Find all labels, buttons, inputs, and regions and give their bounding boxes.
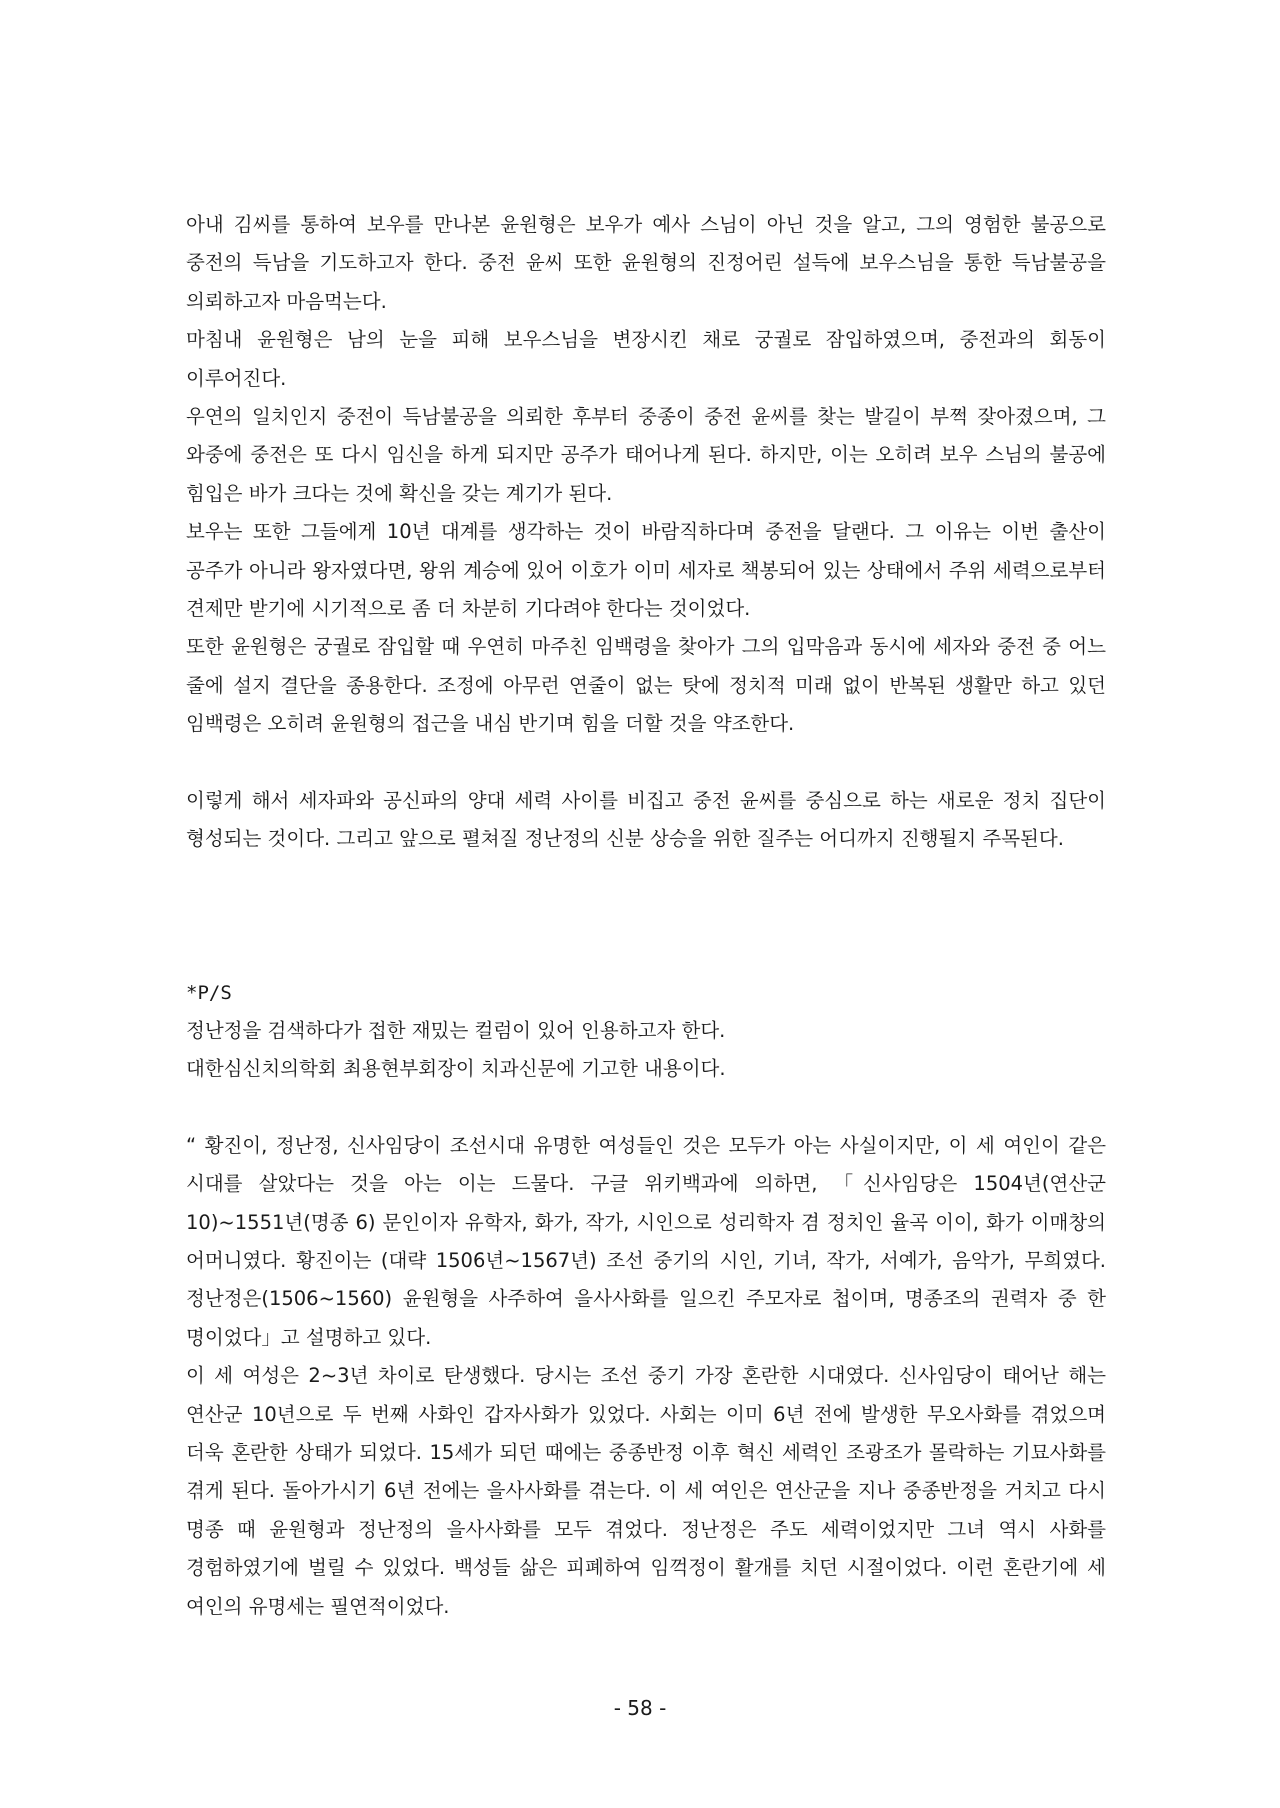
paragraph-spacer xyxy=(186,1089,1106,1127)
paragraph-spacer xyxy=(186,744,1106,782)
body-paragraph-3: 우연의 일치인지 중전이 득남불공을 의뢰한 후부터 중종이 중전 윤씨를 찾는 발길이 부쩍 잦아졌으며, 그 와중에 중전은 또 다시 임신을 하게 되지만 공주가 태어나게 된다. 하지만, 이는 오히려 보우 스님의 불공에 힘입은 바가 크다는 것에 확신을 갖는 계기가 된다. xyxy=(186,405,1106,505)
quote-paragraph-2: 이 세 여성은 2~3년 차이로 탄생했다. 당시는 조선 중기 가장 혼란한 시대였다. 신사임당이 태어난 해는 연산군 10년으로 두 번째 사화인 갑자사화가 있었다. 사회는 이미 6년 전에 발생한 무오사화를 겪었으며 더욱 혼란한 상태가 되었다. 15세가 되던 때에는 중종반정 이후 혁신 세력인 조광조가 몰락하는 기묘사화를 겪게 된다. 돌아가시기 6년 전에는 을사사화를 겪는다. 이 세 여인은 연산군을 지나 중종반정을 거치고 다시 명종 때 윤원형과 정난정의 을사사화를 모두 겪었다. 정난정은 주도 세력이었지만 그녀 역시 사화를 경험하였기에 벌릴 수 있었다. 백성들 삶은 피폐하여 임꺽정이 활개를 치던 시절이었다. 이런 혼란기에 세 여인의 유명세는 필연적이었다. xyxy=(186,1364,1106,1618)
body-paragraph-5: 또한 윤원형은 궁궐로 잠입할 때 우연히 마주친 임백령을 찾아가 그의 입막음과 동시에 세자와 중전 중 어느 줄에 설지 결단을 종용한다. 조정에 아무런 연줄이 없는 탓에 정치적 미래 없이 반복된 생활만 하고 있던 임백령은 오히려 윤원형의 접근을 내심 반기며 힘을 더할 것을 약조한다. xyxy=(186,635,1106,736)
body-paragraph-4: 보우는 또한 그들에게 10년 대계를 생각하는 것이 바람직하다며 중전을 달랜다. 그 이유는 이번 출산이 공주가 아니라 왕자였다면, 왕위 계승에 있어 이호가 이미 세자로 책봉되어 있는 상태에서 주위 세력으로부터 견제만 받기에 시기적으로 좀 더 차분히 기다려야 한다는 것이었다. xyxy=(186,520,1106,621)
ps-line-1: 정난정을 검색하다가 접한 재밌는 컬럼이 있어 인용하고자 한다. xyxy=(186,1018,726,1042)
ps-label: *P/S xyxy=(186,981,232,1004)
document-body xyxy=(186,206,1106,1626)
ps-line-2: 대한심신치의학회 최용현부회장이 치과신문에 기고한 내용이다. xyxy=(186,1057,726,1081)
section-spacer xyxy=(186,859,1106,974)
body-paragraph-6: 이렇게 해서 세자파와 공신파의 양대 세력 사이를 비집고 중전 윤씨를 중심으로 하는 새로운 정치 집단이 형성되는 것이다. 그리고 앞으로 펼쳐질 정난정의 신분 상승을 위한 질주는 어디까지 진행될지 주목된다. xyxy=(186,788,1106,851)
body-paragraph-1: 아내 김씨를 통하여 보우를 만나본 윤원형은 보우가 예사 스님이 아닌 것을 알고, 그의 영험한 불공으로 중전의 득남을 기도하고자 한다. 중전 윤씨 또한 윤원형의 진정어린 설득에 보우스님을 통한 득남불공을 의뢰하고자 마음먹는다. xyxy=(186,213,1106,313)
body-paragraph-2: 마침내 윤원형은 남의 눈을 피해 보우스님을 변장시킨 채로 궁궐로 잠입하였으며, 중전과의 회동이 이루어진다. xyxy=(186,328,1106,390)
quote-paragraph-1: “ 황진이, 정난정, 신사임당이 조선시대 유명한 여성들인 것은 모두가 아는 사실이지만, 이 세 여인이 같은 시대를 살았다는 것을 아는 이는 드물다. 구글 위키백과에 의하면, 「신사임당은 1504년(연산군 10)~1551년(명종 6) 문인이자 유학자, 화가, 작가, 시인으로 성리학자 겸 정치인 율곡 이이, 화가 이매창의 어머니였다. 황진이는 (대략 1506년~1567년) 조선 중기의 시인, 기녀, 작가, 서예가, 음악가, 무희였다. 정난정은(1506~1560) 윤원형을 사주하여 을사사화를 일으킨 주모자로 첩이며, 명종조의 권력자 중 한 명이었다」고 설명하고 있다. xyxy=(186,1133,1106,1349)
page-number: - 58 - xyxy=(613,1696,667,1720)
